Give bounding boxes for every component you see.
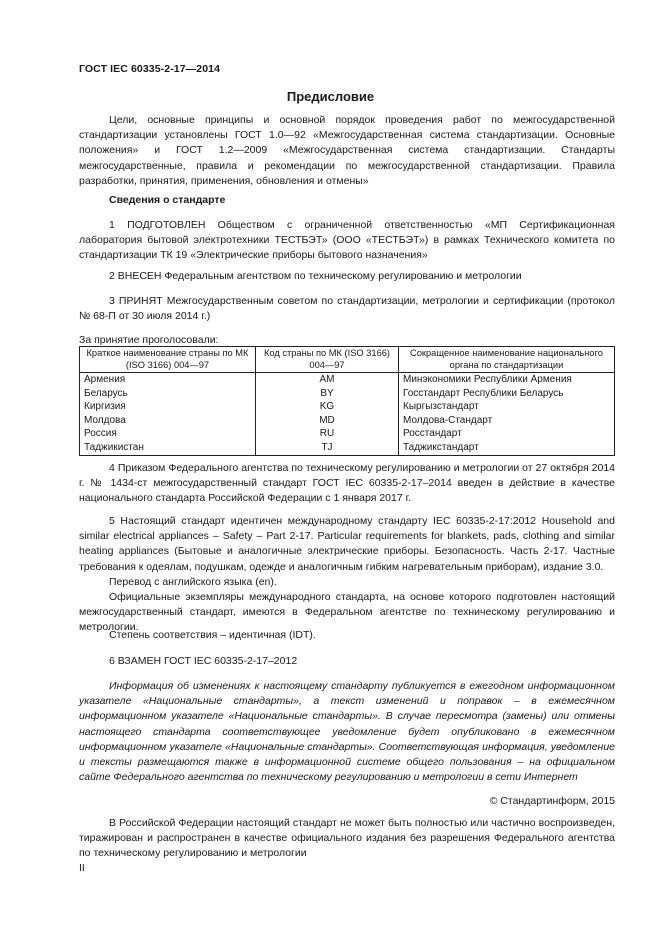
table-header-body: Сокращенное наименование национального органа по стандартизации [399, 347, 615, 373]
table-header-country: Краткое наименование страны по МК (ISO 3166) 004—97 [80, 347, 256, 373]
table-cell-body: Госстандарт Республики Беларусь [399, 387, 615, 401]
intro-paragraph: Цели, основные принципы и основной порядок проведения работ по межгосударственной стандартизации установлены ГОСТ 1.0—92 «Межгосударственная система стандартизации. Основные положения» и ГОСТ 1.2—2009 «Межгосударственная система стандартизации. Стандарты межгосударственные, правила и рекомендации по межгосударственной стандартизации. Правила разработки, принятия, применения, обновления и отмены» [79, 114, 615, 187]
table-row [80, 441, 615, 455]
item-5-translation: Перевод с английского языка (en). [109, 576, 277, 588]
table-header-code: Код страны по МК (ISO 3166) 004—97 [256, 347, 399, 373]
table-header-row [80, 347, 615, 373]
table-cell-country: Россия [80, 427, 256, 441]
copyright: © Стандартинформ, 2015 [489, 795, 615, 807]
table-cell-body: Молдова-Стандарт [399, 414, 615, 428]
table-row [80, 427, 615, 441]
table-cell-country: Киргизия [80, 400, 256, 414]
voting-table [79, 346, 615, 456]
table-cell-body: Росстандарт [399, 427, 615, 441]
item-5-degree: Степень соответствия – идентичная (IDT). [109, 629, 316, 641]
item-4-paragraph: 4 Приказом Федерального агентства по техническому регулированию и метрологии от 27 октября 2014 г. № 1434-ст межгосударственный стандарт ГОСТ IEC 60335-2-17–2014 введен в действие в качестве национального стандарта Российской Федерации с 1 января 2017 г. [79, 462, 615, 505]
item-6-paragraph: 6 ВЗАМЕН ГОСТ IEC 60335-2-17–2012 [109, 655, 298, 667]
table-cell-code: TJ [256, 441, 399, 455]
table-row [80, 414, 615, 428]
table-cell-code: MD [256, 414, 399, 428]
table-cell-country: Молдова [80, 414, 256, 428]
vote-label: За принятие проголосовали: [79, 334, 219, 346]
page-title: Предисловие [286, 89, 375, 104]
table-cell-country: Таджикистан [80, 441, 256, 455]
item-5-copies: Официальные экземпляры международного стандарта, на основе которого подготовлен настоящий межгосударственный стандарт, имеются в Федеральном агентстве по техническому регулированию и метрологии. [79, 591, 615, 634]
item-5-paragraph: 5 Настоящий стандарт идентичен международному стандарту IEC 60335-2-17:2012 Household and similar electrical appliances – Safety – Part 2-17. Particular requirements for blankets, pads, clothing and similar heating appliances (Бытовые и аналогичные электрические приборы. Безопасность. Часть 2-17. Частные требования к одеялам, подушкам, одежде и аналогичным гибким нагревательным приборам), издание 3.0. [79, 515, 615, 573]
table-cell-body: Кыргызстандарт [399, 400, 615, 414]
table-cell-code: KG [256, 400, 399, 414]
table-cell-code: AM [256, 373, 399, 387]
item-1-paragraph: 1 ПОДГОТОВЛЕН Обществом с ограниченной ответственностью «МП Сертификационная лаборатория бытовой электротехники ТЕСТБЭТ» (ООО «ТЕСТБЭТ») в рамках Технического комитета по стандартизации ТК 19 «Электрические приборы бытового назначения» [79, 219, 615, 262]
table-cell-body: Минэкономики Республики Армения [399, 373, 615, 387]
table-cell-code: BY [256, 387, 399, 401]
section-heading: Сведения о стандарте [109, 194, 226, 206]
page-number: II [79, 862, 85, 874]
table-cell-code: RU [256, 427, 399, 441]
footer-paragraph: В Российской Федерации настоящий стандарт не может быть полностью или частично воспроизведен, тиражирован и распространен в качестве официального издания без разрешения Федерального агентства по техническому регулированию и метрологии [79, 817, 615, 860]
notice-paragraph: Информация об изменениях к настоящему стандарту публикуется в ежегодном информационном указателе «Национальные стандарты», а текст изменений и поправок – в ежемесячном информационном указателе «Национальные стандарты». В случае пересмотра (замены) или отмены настоящего стандарта соответствующее уведомление будет опубликовано в ежемесячном информационном указателе «Национальные стандарты». Соответствующая информация, уведомление и тексты размещаются также в информационной системе общего пользования – на официальном сайте Федерального агентства по техническому регулированию и метрологии в сети Интернет [79, 680, 615, 784]
table-row [80, 387, 615, 401]
document-header: ГОСТ IEC 60335-2-17—2014 [79, 63, 221, 75]
item-2-paragraph: 2 ВНЕСЕН Федеральным агентством по техническому регулированию и метрологии [109, 270, 522, 282]
table-cell-country: Беларусь [80, 387, 256, 401]
table-row [80, 400, 615, 414]
table-cell-body: Таджикстандарт [399, 441, 615, 455]
table-row [80, 373, 615, 387]
item-3-paragraph: 3 ПРИНЯТ Межгосударственным советом по стандартизации, метрологии и сертификации (протокол № 68-П от 30 июля 2014 г.) [79, 295, 615, 323]
table-cell-country: Армения [80, 373, 256, 387]
